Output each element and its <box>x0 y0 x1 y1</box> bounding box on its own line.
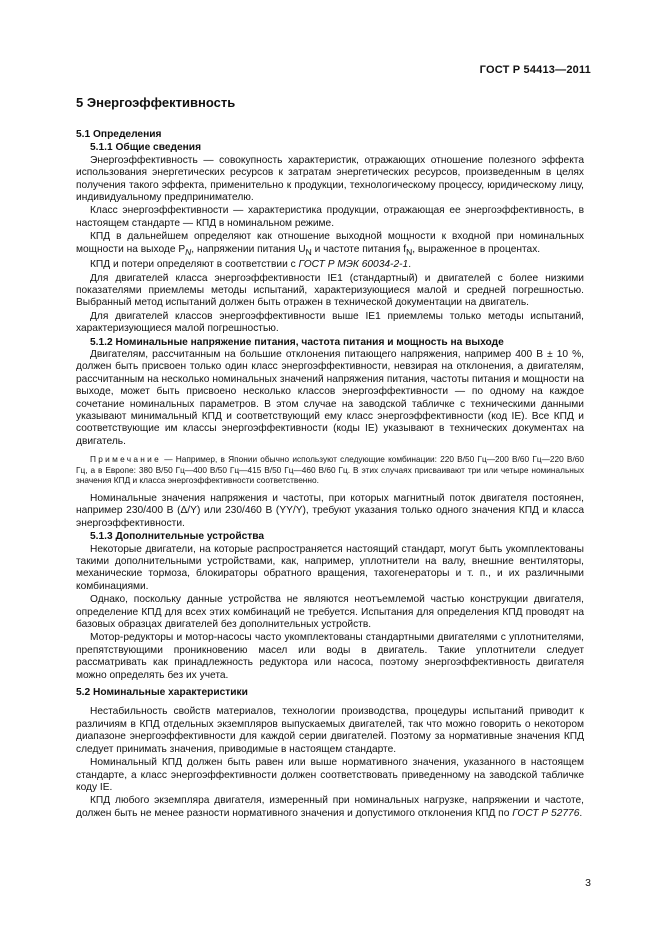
section-5-1-3-title: 5.1.3 Дополнительные устройства <box>90 531 265 543</box>
paragraph: Некоторые двигатели, на которые распространяется настоящий стандарт, могут быть укомплектованы такими дополнительными устройствами, как, например, уплотнители на валу, внешние вентиляторы, механические тормоза, блокираторы обратного вращения, тахогенераторы и т. п., и их различными комбинациями. <box>76 543 584 592</box>
note-label: Примечание <box>90 454 162 465</box>
paragraph: Энергоэффективность — совокупность характеристик, отражающих отношение полезного эффекта использования энергетических ресурсов к затратам энергетических ресурсов, произведенным в целях получения такого эффекта, применительно к продукции, технологическому процессу, юридическому лицу, индивидуальному предпринимателю. <box>76 154 584 204</box>
p-n-symbol-sub: N <box>185 246 192 257</box>
section-5-title: 5 Энергоэффективность <box>76 95 236 110</box>
u-n-symbol-sub: N <box>305 246 312 257</box>
paragraph: Однако, поскольку данные устройства не являются неотъемлемой частью конструкции двигателя, определение КПД для всех этих комбинаций не требуется. Испытания для определения КПД проводят на базовых образцах двигателей без дополнительных устройств. <box>76 594 584 631</box>
paragraph: Двигателям, рассчитанным на большие отклонения питающего напряжения, например 400 В ± 10 %, должен быть присвоен только один класс энергоэффективности, невзирая на отклонения, а двигателям, рассчитанным на несколько номинальных значений напряжения питания, частоты питания и мощности на выходе, может быть присвоено несколько классов энергоэффективности — по одному на каждое сочетание номинальных параметров. В этом случае на заводской табличке с техническими данными указывают минимальный КПД и соответствующий ему класс энергоэффективности (код IE). Все КПД и соответствующие им классы энергоэффективности (коды IE) указывают в технических документах на двигатель. <box>76 348 584 447</box>
paragraph: КПД в дальнейшем определяют как отношение выходной мощности к входной при номинальных мощности на выходе $P_N$, напряжении питания $U_N$ и частоте питания $f_N$, выраженное в процентах. <box>76 231 584 257</box>
f-n-symbol-sub: N <box>406 246 413 257</box>
section-5-1-1-title: 5.1.1 Общие сведения <box>90 142 202 154</box>
paragraph: Номинальные значения напряжения и частоты, при которых магнитный поток двигателя постоянен, например 230/400 В (Δ/Y) или 230/460 В (YY/Y), требуют указания только одного значения КПД и класса энергоэффективности. <box>76 492 584 529</box>
paragraph: Нестабильность свойств материалов, технологии производства, процедуры испытаний приводит к различиям в КПД отдельных экземпляров выпускаемых двигателей, так что можно говорить о некотором диапазоне энергоэффективности для каждой серии двигателей. Поэтому за нормативные значения КПД следует принимать значения, приводимые в настоящем стандарте. <box>76 706 584 755</box>
paragraph: Мотор-редукторы и мотор-насосы часто укомплектованы стандартными двигателями с уплотнителями, препятствующими проникновению масел или воды в двигатель. Такие уплотнители следует рассматривать как принадлежность редуктора или насоса, поэтому энергоэффективность двигателя можно определять без их учета. <box>76 632 584 681</box>
paragraph: Класс энергоэффективности — характеристика продукции, отражающая ее энергоэффективность, в настоящем стандарте — КПД в номинальном режиме. <box>76 205 584 229</box>
note-text: — Например, в Японии обычно используют следующие комбинации: 220 В/50 Гц—200 В/60 Гц—220 В/60 Гц, а в Европе: 380 В/50 Гц—400 В/50 Гц—415 В/50 Гц—460 В/60 Гц. В этих случаях присваивают три или четыре номинальных значения КПД и класса энергоэффективности соответственно. <box>76 454 584 486</box>
section-5-1-title: 5.1 Определения <box>76 129 162 140</box>
paragraph: КПД и потери определяют в соответствии с ГОСТ Р МЭК 60034-2-1. <box>90 259 412 271</box>
paragraph: КПД любого экземпляра двигателя, измеренный при номинальных нагрузке, напряжении и частоте, должен быть не менее разности нормативного значения и допустимого отклонения КПД по ГОСТ Р 52776. <box>76 795 584 819</box>
page-body <box>76 95 584 821</box>
note <box>76 454 584 486</box>
paragraph: Номинальный КПД должен быть равен или выше нормативного значения, указанного в настоящем стандарте, а класс энергоэффективности должен соответствовать приведенному на заводской табличке коду IE. <box>76 757 584 793</box>
paragraph: Для двигателей класса энергоэффективности IE1 (стандартный) и двигателей с более низкими показателями приемлемы методы испытаний, характеризующиеся малой и средней погрешностью. Выбранный метод испытаний должен быть отражен в технической документации на двигатель. <box>76 272 584 309</box>
document-header-id: ГОСТ Р 54413—2011 <box>479 64 591 76</box>
standard-reference: ГОСТ Р 52776 <box>512 807 580 819</box>
page-number: 3 <box>585 877 591 889</box>
section-5-2-title: 5.2 Номинальные характеристики <box>76 687 248 699</box>
section-5-1-2-title: 5.1.2 Номинальные напряжение питания, частота питания и мощность на выходе <box>90 336 504 348</box>
standard-reference: ГОСТ Р МЭК 60034-2-1 <box>298 259 409 271</box>
paragraph: Для двигателей классов энергоэффективности выше IE1 приемлемы только методы испытаний, характеризующиеся малой погрешностью. <box>76 310 584 335</box>
